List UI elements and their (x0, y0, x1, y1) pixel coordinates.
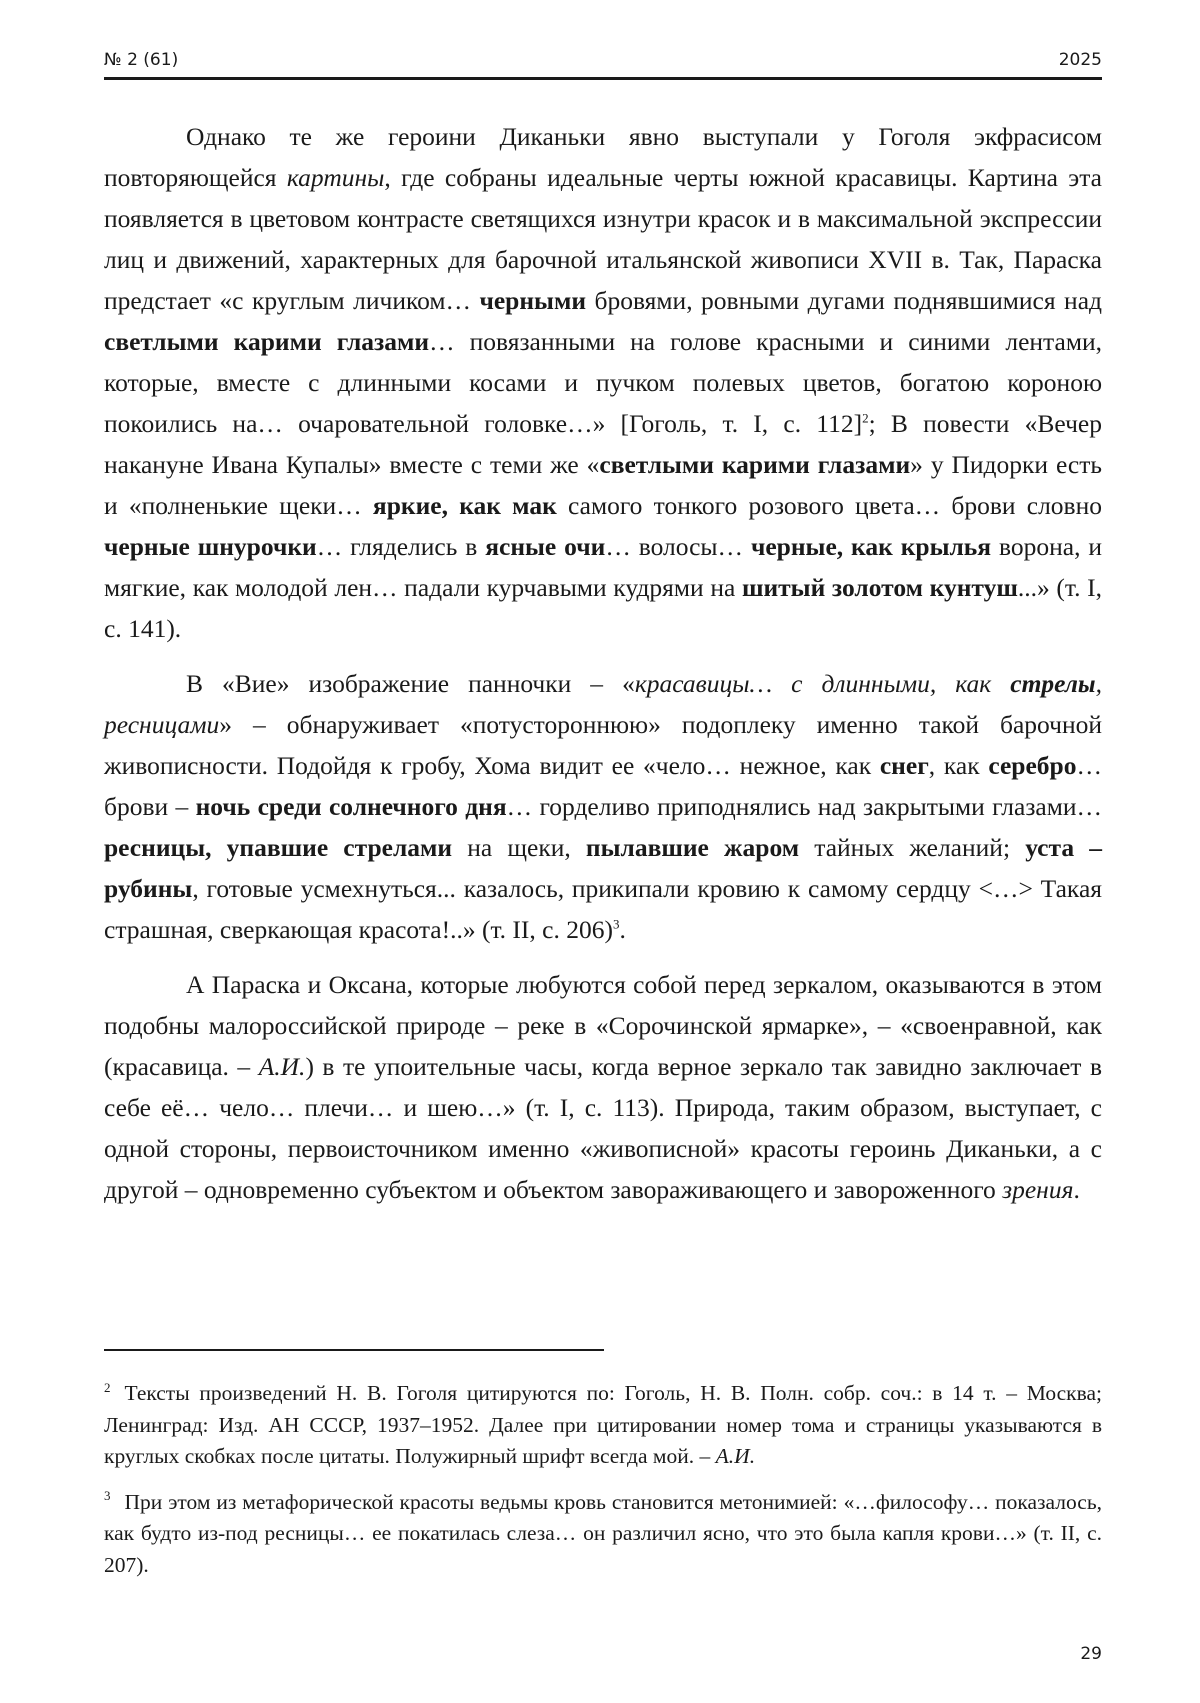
footnotes (104, 1378, 1102, 1595)
paragraph-2 (104, 663, 1102, 950)
text-run: А Параска и Оксана, которые любуются собой перед зеркалом, оказываются в этом подобны малороссийской природе – реке в «Сорочинской ярмарке», – «своенравной, как (красавица. – (104, 970, 1102, 1081)
footnote-3 (104, 1487, 1102, 1582)
text-run: ворона, и мягкие, как молодой лен… падали курчавыми кудрями на (104, 532, 1102, 602)
text-run: пылавшие жаром (585, 833, 800, 862)
text-run: ресницы, упавшие стрелами (104, 833, 453, 862)
text-run: А.И. (715, 1444, 756, 1468)
text-run: … горделиво приподнялись над закрытыми глазами… (506, 792, 1102, 821)
text-run: картины (286, 163, 385, 192)
text-run: светлыми карими глазами (104, 327, 430, 356)
text-run: ясные очи (485, 532, 606, 561)
text-run: … брови – (104, 751, 1102, 821)
text-run: красавицы… с длинными, как (634, 669, 1011, 698)
text-run: … гляделись в (316, 532, 486, 561)
text-run: . (1073, 1175, 1080, 1204)
text-run: шитый золотом кунтуш (741, 573, 1018, 602)
footnote-ref: 2 (862, 410, 869, 426)
text-run: … повязанными на голове красными и синими лентами, которые, вместе с длинными косами и пучком полевых цветов, богатою короною покоились на… очаровательной головке…» [Гоголь, т. I, с. 112] (104, 327, 1102, 438)
text-run: » у Пидорки есть и «полненькие щеки… (104, 450, 1102, 520)
text-run: ) в те упоительные часы, когда верное зеркало так завидно заключает в себе её… чело… плечи… и шею…» (т. I, с. 113). Природа, таким образом, выступает, с одной стороны, первоисточником именно «живописной» красоты героинь Диканьки, а с другой – одновременно субъектом и объектом завораживающего и завороженного (104, 1052, 1102, 1204)
text-run: ...» (т. I, с. 141). (104, 573, 1102, 643)
text-run: бровями, ровными дугами поднявшимися над (586, 286, 1102, 315)
text-run: на щеки, (452, 833, 586, 862)
text-run: черные шнурочки (104, 532, 317, 561)
footnote-ref: 3 (612, 916, 620, 932)
text-run: , готовые усмехнуться... казалось, прикипали кровию к самому сердцу <…> Такая страшная, сверкающая красота!..» (т. II, с. 206) (104, 874, 1102, 944)
footnote-3-text (104, 1490, 1102, 1577)
text-run: , как (928, 751, 989, 780)
text-run: самого тонкого розового цвета… брови словно (556, 491, 1102, 520)
text-run: … волосы… (605, 532, 751, 561)
footnote-2-text (104, 1381, 1102, 1468)
text-run: При этом из метафорической красоты ведьмы кровь становится метонимией: «…философу… показалось, как будто из-под ресницы… ее покатилась слеза… он различил ясно, что это была капля крови…» (т. II, с. 207). (104, 1489, 1102, 1577)
text-run: стрелы (1010, 669, 1096, 698)
text-run: яркие, как мак (372, 491, 557, 520)
text-run: уста – рубины (104, 833, 1102, 903)
text-run: тайных желаний; (799, 833, 1026, 862)
footnote-2 (104, 1378, 1102, 1473)
text-run: А.И. (258, 1052, 306, 1081)
issue-number: № 2 (61) (104, 50, 179, 70)
text-run: серебро (988, 751, 1077, 780)
running-header (104, 50, 1102, 72)
text-run: ночь среди солнечного дня (195, 792, 507, 821)
article-body (104, 116, 1102, 1224)
text-run: ; В повести «Вечер накануне Ивана Купалы» вместе с теми же « (104, 409, 1102, 479)
text-run: , где собраны идеальные черты южной красавицы. Картина эта появляется в цветовом контрасте светящихся изнутри красок и в максимальной экспрессии лиц и движений, характерных для барочной итальянской живописи XVII в. Так, Параска предстает «с круглым личиком… (104, 163, 1102, 315)
text-run: светлыми карими глазами (599, 450, 911, 479)
text-run: В «Вие» изображение панночки – « (186, 669, 635, 698)
text-run: снег (879, 751, 929, 780)
text-run: зрения (1002, 1175, 1074, 1204)
text-run: Однако те же героини Диканьки явно выступали у Гоголя экфрасисом повторяющейся (104, 122, 1102, 192)
text-run: , ресницами (104, 669, 1102, 739)
year: 2025 (1058, 50, 1102, 70)
footnote-mark-3: 3 (104, 1488, 111, 1504)
header-rule (104, 77, 1102, 80)
footnote-rule (104, 1349, 604, 1351)
text-run: . (619, 915, 626, 944)
paragraph-3 (104, 964, 1102, 1210)
text-run: » – обнаруживает «потустороннюю» подоплеку именно такой барочной живописности. Подойдя к гробу, Хома видит ее «чело… нежное, как (104, 710, 1102, 780)
paragraph-1 (104, 116, 1102, 649)
page-number: 29 (1080, 1644, 1102, 1664)
text-run: черными (479, 286, 587, 315)
text-run: черные, как крылья (750, 532, 992, 561)
footnote-mark-2: 2 (104, 1379, 111, 1395)
text-run: Тексты произведений Н. В. Гоголя цитируются по: Гоголь, Н. В. Полн. собр. соч.: в 14 т. – Москва; Ленинград: Изд. АН СССР, 1937–1952. Далее при цитировании номер тома и страницы указываются в круглых скобках после цитаты. Полужирный шрифт всегда мой. – (104, 1381, 1102, 1468)
